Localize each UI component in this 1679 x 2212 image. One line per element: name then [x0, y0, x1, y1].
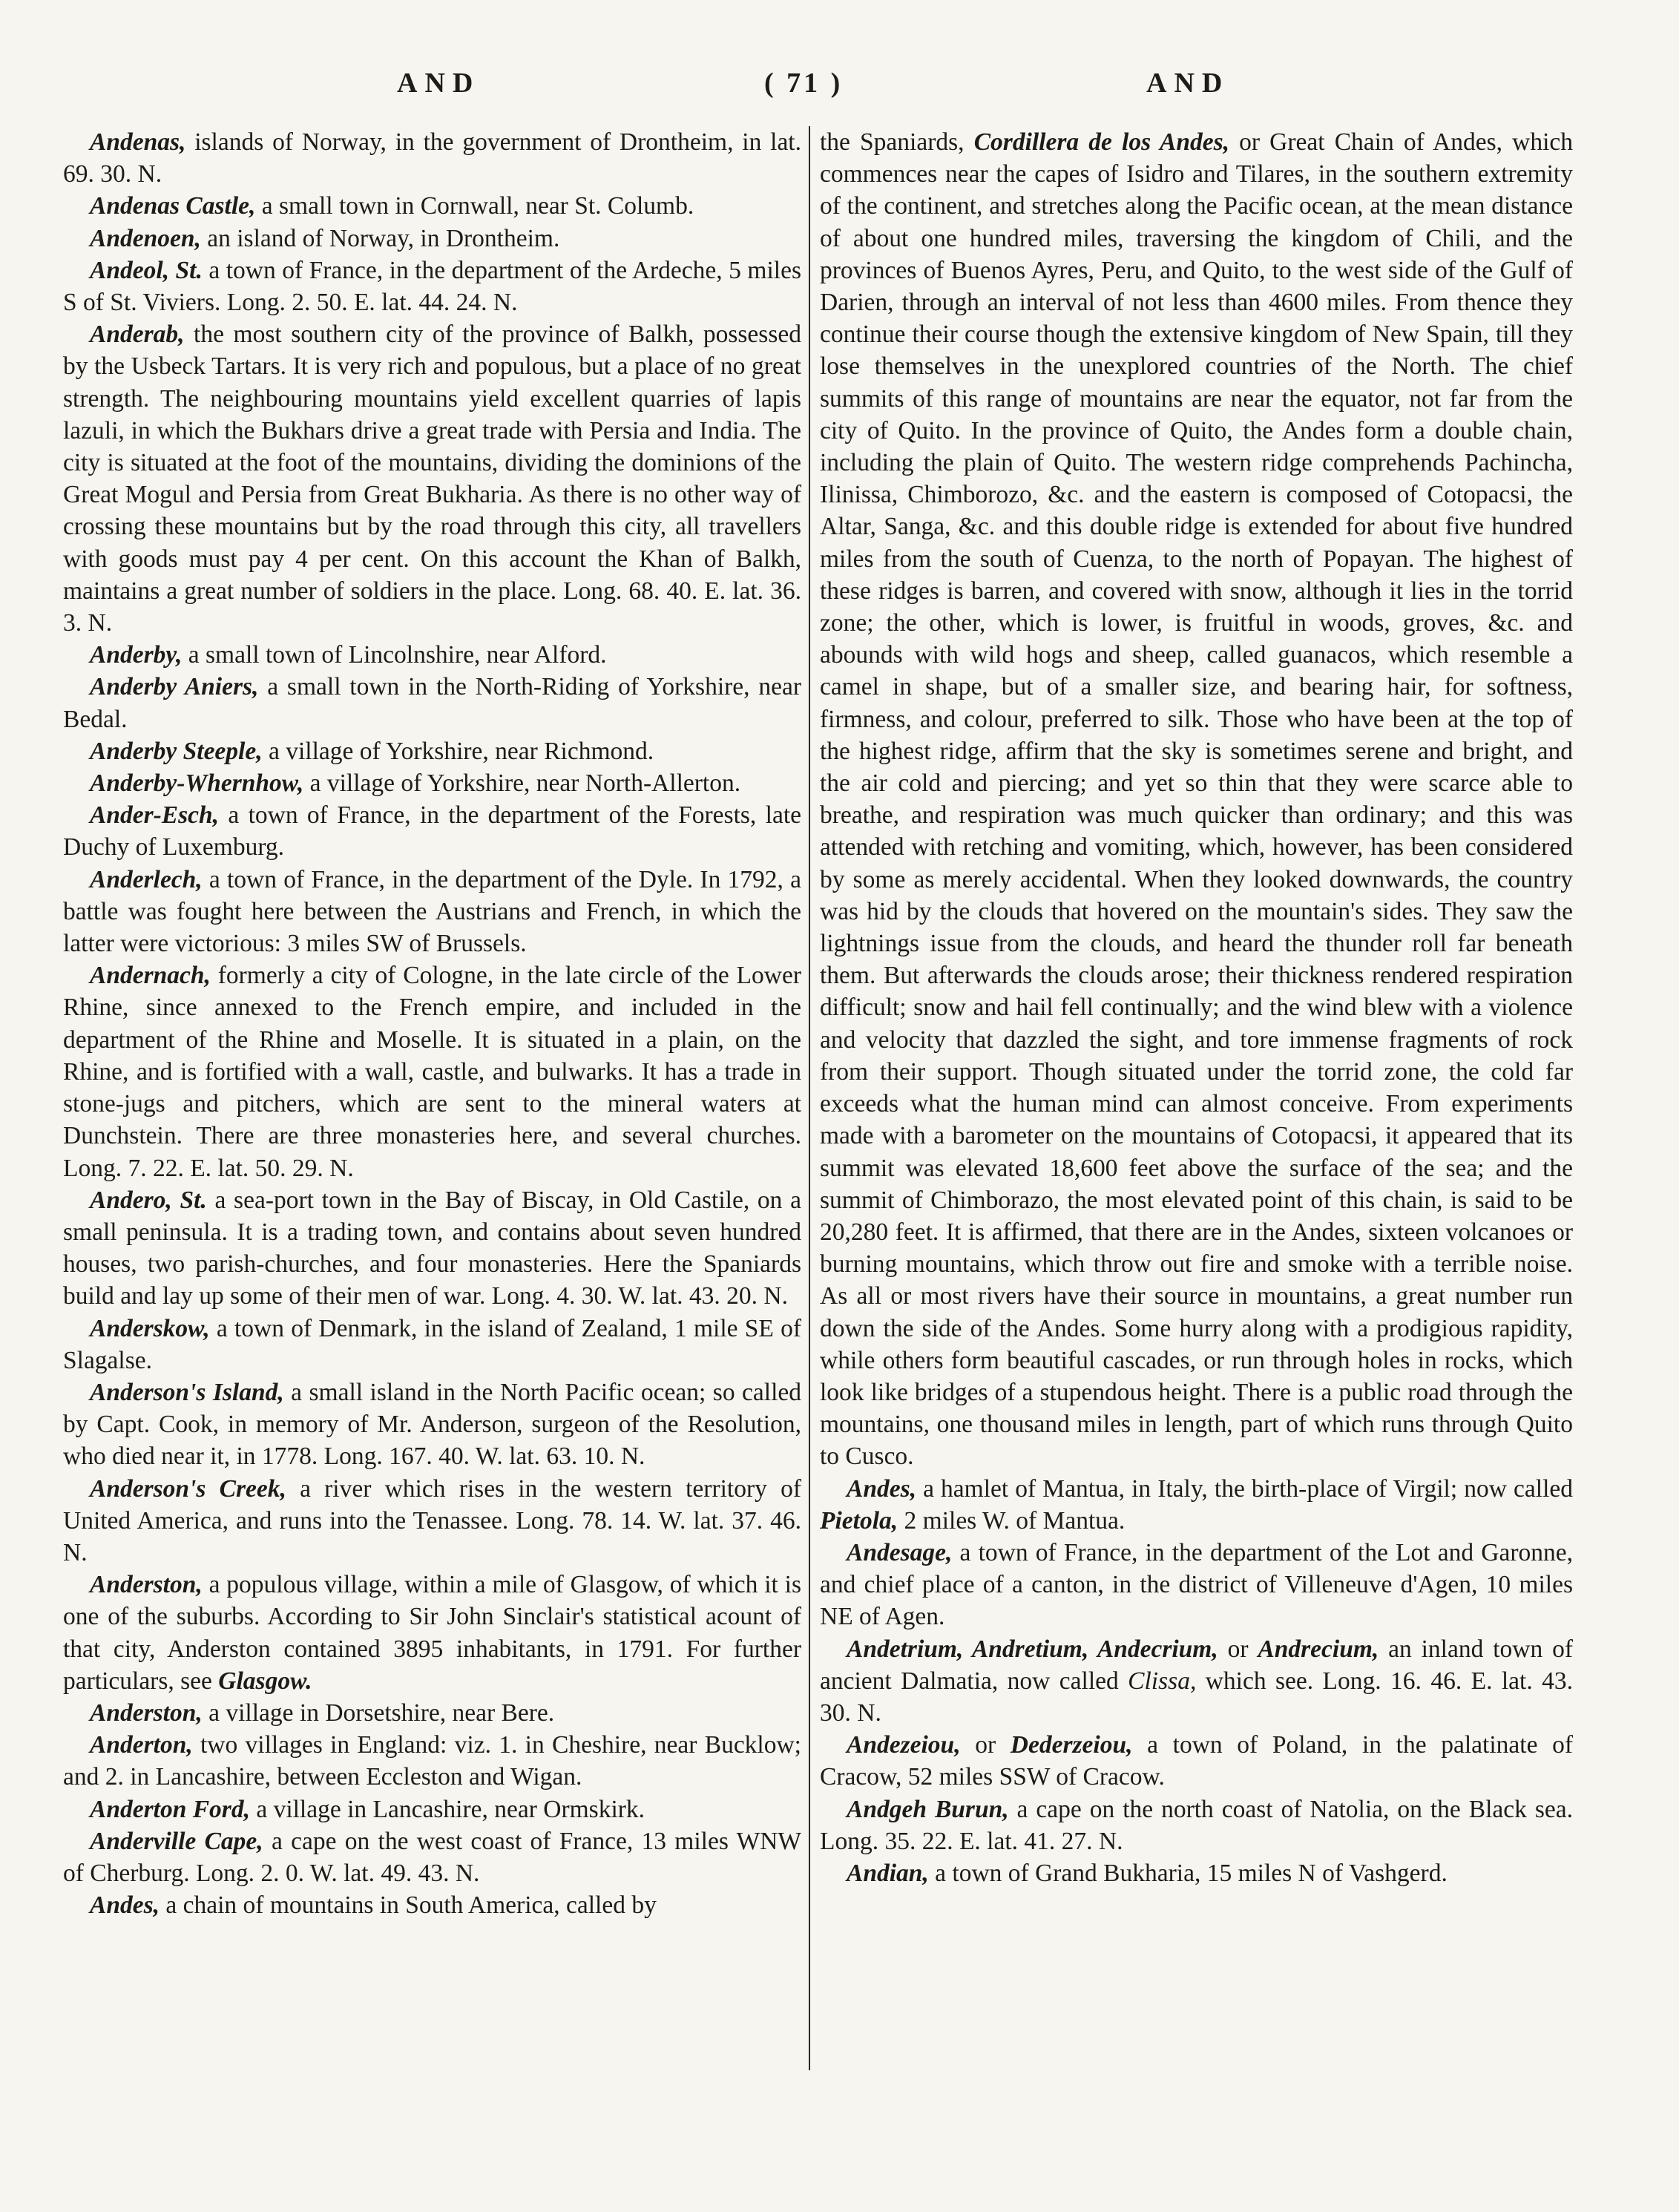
entry [820, 1857, 1573, 1889]
entry-text: the Spaniards, [820, 128, 974, 156]
entry [820, 1793, 1573, 1857]
left-column [63, 126, 801, 1921]
entry-text: a town of Poland, in the palatinate of Cracow, 52 miles SSW of Cracow. [820, 1731, 1573, 1791]
entry-text: a small town in Cornwall, near St. Columb. [255, 192, 694, 220]
entry-text: a town of Grand Bukharia, 15 miles N of Vashgerd. [928, 1859, 1448, 1887]
headword: Anderlech, [90, 865, 203, 893]
italic-term: Andrecium, [1258, 1635, 1379, 1663]
headword: Andezeiou, [847, 1731, 961, 1759]
italic-term: Dederzeiou, [1010, 1731, 1133, 1759]
entry-text: a hamlet of Mantua, in Italy, the birth-place of Virgil; now called [916, 1474, 1573, 1503]
entry [63, 671, 801, 735]
entry-text: an island of Norway, in Drontheim. [200, 224, 560, 252]
entry [820, 1633, 1573, 1730]
running-head-right: AND [1146, 68, 1230, 99]
headword: Anderby-Whernhow, [90, 769, 304, 798]
running-head [0, 67, 1679, 111]
entry [820, 1537, 1573, 1633]
entry [63, 1793, 801, 1825]
italic-term: Clissa, [1128, 1667, 1197, 1695]
entry-text: a populous village, within a mile of Glasgow, of which it is one of the suburbs. According to Sir John Sinclair's statistical acount of that city, Anderston contained 3895 inhabitants, in 1791. For further particulars, see [63, 1571, 801, 1695]
entry-text: a town of France, in the department of the Ardeche, 5 miles S of St. Viviers. Long. 2. 50. E. lat. 44. 24. N. [63, 256, 801, 317]
entry [63, 1184, 801, 1313]
headword: Anderson's Island, [90, 1378, 284, 1406]
entry-text: a town of France, in the department of the Forests, late Duchy of Luxemburg. [63, 801, 801, 862]
running-head-left: AND [397, 68, 481, 99]
entry [63, 1569, 801, 1697]
entry [63, 864, 801, 960]
entry [63, 1376, 801, 1473]
entry-text: the most southern city of the province of Balkh, possessed by the Usbeck Tartars. It is very rich and populous, but a place of no great strength. The neighbouring mountains yield excellent quarries of lapis lazuli, in which the Bukhars drive a great trade with Persia and India. The city is situated at the foot of the mountains, dividing the dominions of the Great Mogul and Persia from Great Bukharia. As there is no other way of crossing these mountains but by the road through this city, all travellers with goods must pay 4 per cent. On this account the Khan of Balkh, maintains a great number of soldiers in the place. Long. 68. 40. E. lat. 36. 3. N. [63, 321, 801, 637]
entry [63, 1697, 801, 1729]
entry-text: islands of Norway, in the government of Drontheim, in lat. 69. 30. N. [63, 128, 801, 188]
entry-text: 2 miles W. of Mantua. [898, 1506, 1126, 1535]
headword: Anderby Aniers, [90, 673, 259, 701]
headword: Andero, St. [90, 1186, 207, 1214]
cross-reference: Glasgow. [218, 1667, 312, 1695]
entry [63, 223, 801, 255]
headword: Andeol, St. [90, 256, 203, 284]
entry-text: a cape on the west coast of France, 13 miles WNW of Cherburg. Long. 2. 0. W. lat. 49. 43. N. [63, 1827, 801, 1887]
headword: Anderson's Creek, [90, 1474, 286, 1503]
entry [63, 767, 801, 799]
headword: Ander-Esch, [90, 801, 220, 830]
entry-text: a village of Yorkshire, near Richmond. [262, 737, 654, 765]
column-divider [809, 126, 810, 2070]
entry [820, 1729, 1573, 1793]
entry-text: or Great Chain of Andes, which commences near the capes of Isidro and Tilares, in the southern extremity of the continent, and stretches along the Pacific ocean, at the mean distance of about one hundred miles, traversing the kingdom of Chili, and the provinces of Buenos Ayres, Peru, and Quito, to the west side of the Gulf of Darien, through an interval of not less than 4600 miles. From thence they continue their course though the extensive kingdom of New Spain, till they lose themselves in the unexplored countries of the North. The chief summits of this range of mountains are near the equator, not far from the city of Quito. In the province of Quito, the Andes form a double chain, including the plain of Quito. The western ridge comprehends Pachincha, Ilinissa, Chimborozo, &c. and the eastern is composed of Cotopacsi, the Altar, Sanga, &c. and this double ridge is extended for about five hundred miles from the south of Cuenza, to the north of Popayan. The highest of these ridges is barren, and covered with snow, although it lies in the torrid zone; the other, which is lower, is fruitful in woods, groves, &c. and abounds with wild hogs and sheep, called guanacos, which resemble a camel in shape, but of a smaller size, and bearing hair, for softness, firmness, and colour, preferred to silk. Those who have been at the top of the highest ridge, affirm that the sky is sometimes serene and bright, and the air cold and piercing; and yet so thin that they were scarce able to breathe, and respiration was much quicker than ordinary; and this was attended with retching and vomiting, which, however, has been considered by some as merely accidental. When they looked downwards, the country was hid by the clouds that hovered on the mountain's sides. They saw the lightnings issue from the clouds, and heard the thunder roll far beneath them. But afterwards the clouds arose; their thickness rendered respiration difficult; snow and hail fell continually; and the wind blew with a violence and velocity that dazzled the sight, and tore immense fragments of rock from their support. Though situated under the torrid zone, the cold far exceeds what the human mind can almost conceive. From experiments made with a barometer on the mountains of Cotopacsi, it appeared that its summit was elevated 18,600 feet above the surface of the sea; and the summit of Chimborazo, the most elevated point of this chain, is said to be 20,280 feet. It is affirmed, that there are in the Andes, sixteen volcanoes or burning mountains, which throw out fire and smoke with a terrible noise. As all or most rivers have their source in mountains, a great number run down the side of the Andes. Some hurry along with a prodigious rapidity, while others form beautiful cascades, or run through holes in rocks, which look like bridges of a stupendous height. There is a public road through the mountains, one thousand miles in length, part of which runs through Quito to Cusco. [820, 128, 1574, 1471]
entry-text: a cape on the north coast of Natolia, on the Black sea. Long. 35. 22. E. lat. 41. 27. N. [820, 1795, 1573, 1855]
entry [63, 1729, 801, 1793]
italic-term: Cordillera de los Andes, [973, 128, 1230, 156]
entry [63, 190, 801, 222]
headword: Anderton Ford, [90, 1795, 250, 1823]
entry-text: a village of Yorkshire, near North-Allerton. [303, 769, 741, 798]
entry [63, 639, 801, 671]
entry-text: or [1218, 1635, 1258, 1663]
entry-text: a village in Lancashire, near Ormskirk. [249, 1795, 645, 1823]
headword: Andian, [847, 1859, 929, 1887]
entry [63, 959, 801, 1184]
right-column [820, 126, 1573, 1889]
headword: Anderby Steeple, [90, 737, 263, 765]
headword: Anderby, [90, 641, 183, 669]
entry [63, 1313, 801, 1376]
headword: Anderskow, [90, 1314, 210, 1342]
entry [63, 1473, 801, 1569]
page-number: ( 71 ) [764, 68, 844, 99]
entry [63, 1889, 801, 1921]
entry [63, 318, 801, 639]
headword: Andenas Castle, [90, 192, 256, 220]
entry-text: a chain of mountains in South America, called by [160, 1891, 657, 1920]
headword: Andernach, [90, 962, 211, 990]
entry-text: a town of Denmark, in the island of Zealand, 1 mile SE of Slagalse. [63, 1314, 801, 1374]
headword: Anderston, [90, 1699, 203, 1727]
entry-text: a river which rises in the western territory of United America, and runs into the Tenassee. Long. 78. 14. W. lat. 37. 46. N. [63, 1474, 801, 1566]
entry [63, 735, 801, 767]
entry-text: a town of France, in the department of the Dyle. In 1792, a battle was fought here between the Austrians and French, in which the latter were victorious: 3 miles SW of Brussels. [63, 865, 801, 958]
headword: Andetrium, Andretium, Andecrium, [847, 1635, 1218, 1663]
entry-text: an inland town of ancient Dalmatia, now called [820, 1635, 1573, 1695]
headword: Anderton, [90, 1731, 193, 1759]
headword: Anderston, [90, 1571, 203, 1599]
entry [820, 1473, 1573, 1537]
italic-term: Pietola, [820, 1506, 898, 1535]
entry-text: a sea-port town in the Bay of Biscay, in Old Castile, on a small peninsula. It is a trading town, and contains about seven hundred houses, two parish-churches, and four monasteries. Here the Spaniards build and lay up some of their men of war. Long. 4. 30. W. lat. 43. 20. N. [63, 1186, 801, 1310]
entry-text: a small island in the North Pacific ocean; so called by Capt. Cook, in memory of Mr. Anderson, surgeon of the Resolution, who died near it, in 1778. Long. 167. 40. W. lat. 63. 10. N. [63, 1378, 801, 1471]
entry-text: or [960, 1731, 1011, 1759]
entry [63, 255, 801, 318]
entry-text: a small town in the North-Riding of Yorkshire, near Bedal. [63, 673, 801, 733]
entry-text: two villages in England: viz. 1. in Cheshire, near Bucklow; and 2. in Lancashire, between Eccleston and Wigan. [63, 1731, 801, 1791]
headword: Anderville Cape, [90, 1827, 263, 1855]
headword: Andgeh Burun, [847, 1795, 1009, 1823]
entry [63, 799, 801, 863]
entry-text: a village in Dorsetshire, near Bere. [202, 1699, 555, 1727]
entry-text: a small town of Lincolnshire, near Alford. [182, 641, 607, 669]
entry [63, 126, 801, 190]
entry-continuation [820, 126, 1573, 1473]
entry-text: which see. Long. 16. 46. E. lat. 43. 30. N. [820, 1667, 1573, 1727]
entry-text: a town of France, in the department of the Lot and Garonne, and chief place of a canton, in the district of Villeneuve d'Agen, 10 miles NE of Agen. [820, 1538, 1573, 1631]
entry-text: formerly a city of Cologne, in the late circle of the Lower Rhine, since annexed to the French empire, and included in the department of the Rhine and Moselle. It is situated in a plain, on the Rhine, and is fortified with a wall, castle, and bulwarks. It has a trade in stone-jugs and pitchers, which are sent to the mineral waters at Dunchstein. There are three monasteries here, and several churches. Long. 7. 22. E. lat. 50. 29. N. [63, 962, 801, 1182]
headword: Andesage, [847, 1538, 953, 1566]
entry [63, 1825, 801, 1889]
headword: Andenas, [90, 128, 186, 156]
headword: Andes, [847, 1474, 917, 1503]
headword: Andes, [90, 1891, 160, 1920]
headword: Anderab, [90, 321, 185, 349]
headword: Andenoen, [90, 224, 201, 252]
